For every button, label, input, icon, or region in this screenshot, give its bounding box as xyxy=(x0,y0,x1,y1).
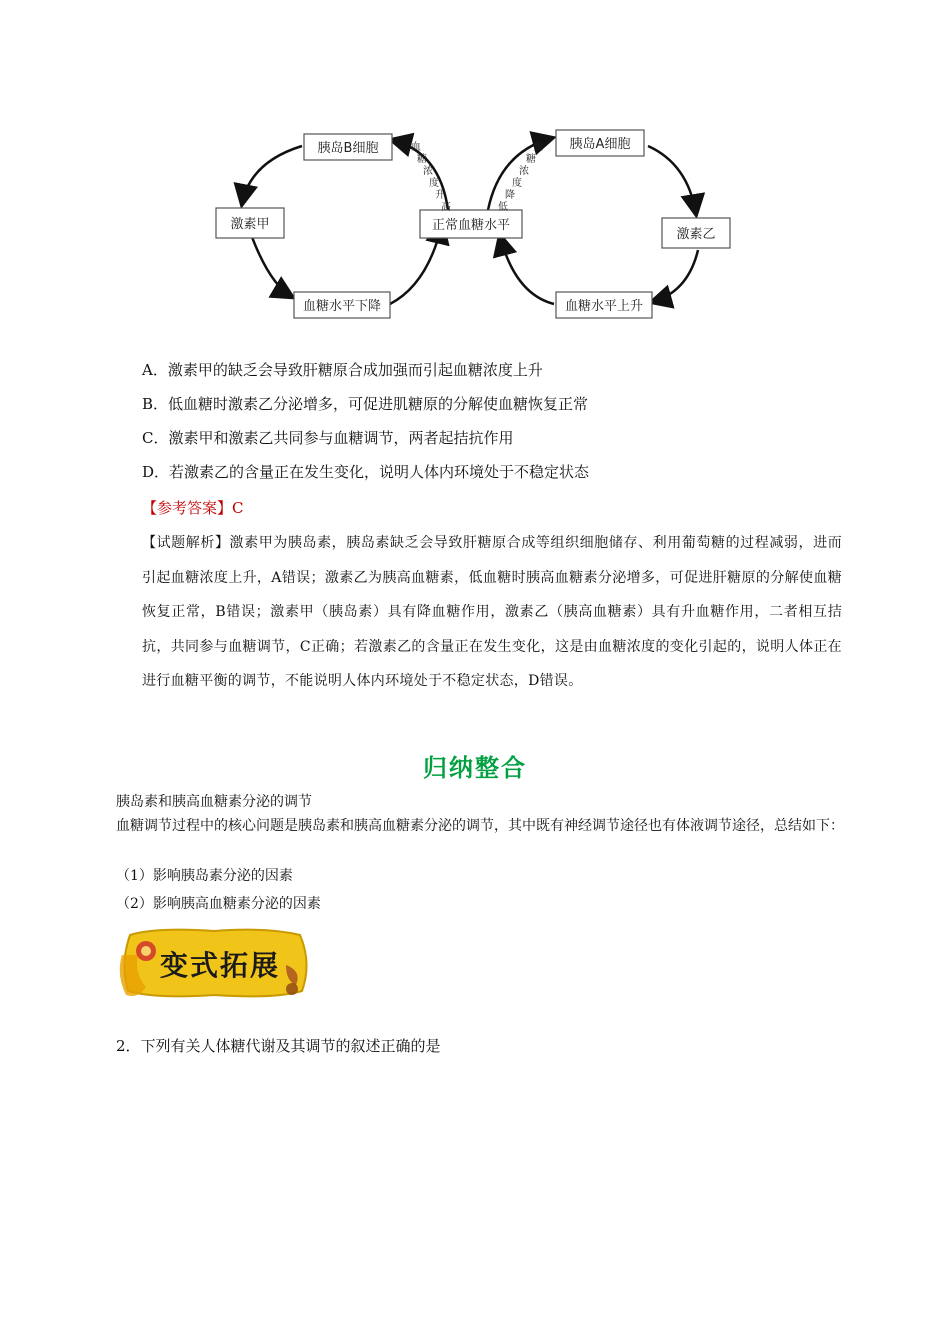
label-fall-char: 糖 xyxy=(526,154,536,165)
box-b-cell-label: 胰岛B细胞 xyxy=(317,141,379,156)
box-level-up-label: 血糖水平上升 xyxy=(564,299,644,314)
option-d: D．若激素乙的含量正在发生变化，说明人体内环境处于不稳定状态 xyxy=(142,463,590,481)
arrow-up-to-normal xyxy=(500,236,554,304)
label-fall-char: 度 xyxy=(512,178,522,189)
label-rise-char: 糖 xyxy=(417,154,427,165)
question-2: 2．下列有关人体糖代谢及其调节的叙述正确的是 xyxy=(116,1037,441,1055)
box-hormone-yi-label: 激素乙 xyxy=(676,227,716,242)
label-fall-char: 血 xyxy=(533,142,543,153)
arrow-yi-to-up xyxy=(652,250,698,302)
box-b-cell xyxy=(304,134,392,160)
banner-svg xyxy=(116,925,312,1001)
summary-item-1: （1）影响胰岛素分泌的因素 xyxy=(116,868,293,884)
label-fall-char: 浓 xyxy=(519,166,529,177)
arrow-b-to-jia xyxy=(242,146,302,204)
summary-item-2: （2）影响胰高血糖素分泌的因素 xyxy=(116,896,321,912)
arrow-jia-to-down xyxy=(252,237,292,297)
label-rise-char: 升 xyxy=(435,190,445,201)
arrow-a-to-yi xyxy=(648,146,696,214)
label-rise-char: 浓 xyxy=(423,166,433,177)
label-rise xyxy=(411,141,451,213)
explanation: 【试题解析】激素甲为胰岛素，胰岛素缺乏会导致肝糖原合成等组织细胞储存、利用葡萄糖的过程减弱，进而引起血糖浓度上升，A错误；激素乙为胰高血糖素，低血糖时胰高血糖素分泌增多，可促进肝糖原的分解使血糖恢复正常，B错误；激素甲（胰岛素）具有降血糖作用，激素乙（胰高血糖素）具有升血糖作用，二者相互拮抗，共同参与血糖调节，C正确；若激素乙的含量正在发生变化，这是由血糖浓度的变化引起的，说明人体正在进行血糖平衡的调节，不能说明人体内环境处于不稳定状态，D错误。 xyxy=(142,535,842,689)
option-b: B．低血糖时激素乙分泌增多，可促进肌糖原的分解使血糖恢复正常 xyxy=(142,395,589,413)
box-hormone-jia xyxy=(216,208,284,238)
label-rise-char: 度 xyxy=(429,178,439,189)
box-a-cell-label: 胰岛A细胞 xyxy=(569,137,631,152)
banner-text: 变式拓展 xyxy=(159,949,281,982)
box-a-cell xyxy=(556,130,644,156)
label-fall-char: 低 xyxy=(498,202,508,213)
summary-body: 血糖调节过程中的核心问题是胰岛素和胰高血糖素分泌的调节，其中既有神经调节途径也有体液调节途径，总结如下： xyxy=(116,818,844,834)
option-a: A．激素甲的缺乏会导致肝糖原合成加强而引起血糖浓度上升 xyxy=(142,361,543,379)
box-level-up xyxy=(556,292,652,318)
option-c: C．激素甲和激素乙共同参与血糖调节，两者起拮抗作用 xyxy=(142,429,514,447)
box-hormone-yi xyxy=(662,218,730,248)
box-level-down xyxy=(294,292,390,318)
label-rise-char: 高 xyxy=(441,202,451,213)
box-hormone-jia-label: 激素甲 xyxy=(230,217,270,232)
section-heading: 归纳整合 xyxy=(423,754,527,782)
variant-extension-banner xyxy=(116,925,312,1001)
blood-glucose-diagram xyxy=(200,112,760,340)
label-fall-char: 降 xyxy=(505,190,515,201)
summary-title: 胰岛素和胰高血糖素分泌的调节 xyxy=(116,794,312,810)
box-normal-level-label: 正常血糖水平 xyxy=(431,218,511,233)
reference-answer: 【参考答案】C xyxy=(142,499,244,517)
diagram-svg xyxy=(200,112,760,340)
label-rise-char: 血 xyxy=(411,142,421,153)
box-level-down-label: 血糖水平下降 xyxy=(302,299,382,314)
box-normal-level xyxy=(420,210,522,238)
